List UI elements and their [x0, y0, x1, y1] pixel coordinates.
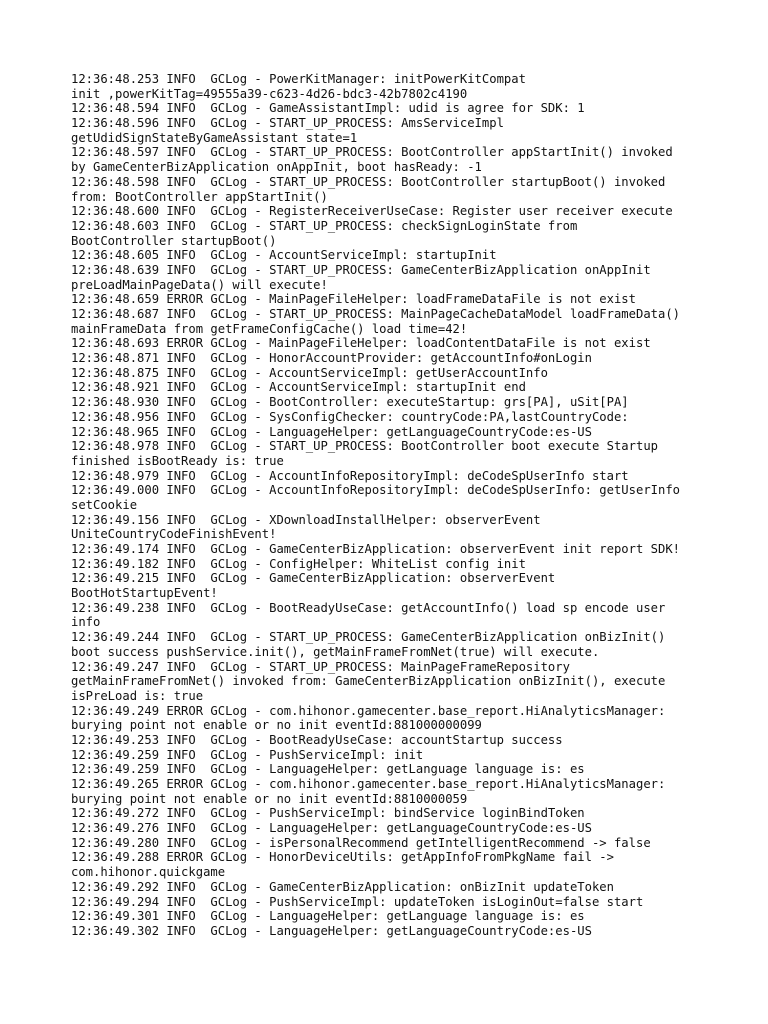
log-line: 12:36:48.921 INFO GCLog - AccountServiceImpl: startupInit end	[71, 380, 526, 395]
log-line: getUdidSignStateByGameAssistant state=1	[71, 130, 358, 145]
log-line: 12:36:49.288 ERROR GCLog - HonorDeviceUtils: getAppInfoFromPkgName fail ->	[71, 850, 614, 865]
log-text-block	[71, 72, 711, 939]
log-line: 12:36:49.280 INFO GCLog - isPersonalRecommend getIntelligentRecommend -> false	[71, 835, 651, 850]
log-line: 12:36:48.979 INFO GCLog - AccountInfoRepositoryImpl: deCodeSpUserInfo start	[71, 468, 629, 483]
log-line: 12:36:49.265 ERROR GCLog - com.hihonor.gamecenter.base_report.HiAnalyticsManager:	[71, 777, 666, 791]
log-line: from: BootController appStartInit()	[71, 189, 328, 204]
log-line: 12:36:48.597 INFO GCLog - START_UP_PROCESS: BootController appStartInit() invoked	[71, 145, 673, 160]
log-line: boot success pushService.init(), getMainFrameFromNet(true) will execute.	[71, 644, 600, 659]
log-line: 12:36:49.253 INFO GCLog - BootReadyUseCase: accountStartup success	[71, 732, 563, 747]
log-line: com.hihonor.quickgame	[71, 865, 226, 880]
log-line: UniteCountryCodeFinishEvent!	[71, 527, 277, 542]
log-line: 12:36:48.871 INFO GCLog - HonorAccountProvider: getAccountInfo#onLogin	[71, 351, 592, 366]
log-line: 12:36:48.253 INFO GCLog - PowerKitManager: initPowerKitCompat	[71, 72, 526, 86]
log-line: 12:36:48.875 INFO GCLog - AccountServiceImpl: getUserAccountInfo	[71, 365, 548, 380]
log-line: getMainFrameFromNet() invoked from: GameCenterBizApplication onBizInit(), execute	[71, 674, 666, 689]
log-line: 12:36:48.639 INFO GCLog - START_UP_PROCESS: GameCenterBizApplication onAppInit	[71, 262, 651, 277]
log-line: 12:36:48.598 INFO GCLog - START_UP_PROCESS: BootController startupBoot() invoked	[71, 174, 666, 189]
log-line: 12:36:48.600 INFO GCLog - RegisterReceiverUseCase: Register user receiver execute	[71, 204, 673, 219]
log-line: 12:36:49.182 INFO GCLog - ConfigHelper: WhiteList config init	[71, 556, 526, 571]
log-line: 12:36:49.259 INFO GCLog - PushServiceImpl: init	[71, 747, 424, 762]
log-line: preLoadMainPageData() will execute!	[71, 277, 328, 292]
log-line: 12:36:48.659 ERROR GCLog - MainPageFileHelper: loadFrameDataFile is not exist	[71, 292, 636, 307]
log-line: 12:36:48.687 INFO GCLog - START_UP_PROCESS: MainPageCacheDataModel loadFrameData()	[71, 307, 681, 321]
log-line: finished isBootReady is: true	[71, 453, 284, 468]
log-line: init ,powerKitTag=49555a39-c623-4d26-bdc3-42b7802c4190	[71, 86, 468, 101]
log-line: burying point not enable or no init eventId:881000000099	[71, 718, 482, 733]
log-line: BootHotStartupEvent!	[71, 586, 218, 601]
log-line: 12:36:49.247 INFO GCLog - START_UP_PROCESS: MainPageFrameRepository	[71, 659, 570, 674]
log-line: 12:36:49.292 INFO GCLog - GameCenterBizApplication: onBizInit updateToken	[71, 879, 614, 894]
log-line: 12:36:48.956 INFO GCLog - SysConfigChecker: countryCode:PA,lastCountryCode:	[71, 409, 629, 424]
log-line: BootController startupBoot()	[71, 233, 277, 248]
log-line: 12:36:49.259 INFO GCLog - LanguageHelper: getLanguage language is: es	[71, 762, 585, 777]
log-line: isPreLoad is: true	[71, 688, 204, 703]
log-line: 12:36:48.930 INFO GCLog - BootController: executeStartup: grs[PA], uSit[PA]	[71, 395, 629, 410]
log-line: 12:36:48.596 INFO GCLog - START_UP_PROCESS: AmsServiceImpl	[71, 116, 504, 131]
log-line: 12:36:49.174 INFO GCLog - GameCenterBizApplication: observerEvent init report SDK!	[71, 542, 681, 556]
log-line: 12:36:49.215 INFO GCLog - GameCenterBizApplication: observerEvent	[71, 571, 556, 586]
log-line: 12:36:49.238 INFO GCLog - BootReadyUseCase: getAccountInfo() load sp encode user	[71, 600, 666, 615]
log-line: 12:36:48.603 INFO GCLog - START_UP_PROCESS: checkSignLoginState from	[71, 218, 578, 233]
log-line: 12:36:49.000 INFO GCLog - AccountInfoRepositoryImpl: deCodeSpUserInfo: getUserInfo	[71, 483, 681, 498]
log-line: 12:36:49.276 INFO GCLog - LanguageHelper: getLanguageCountryCode:es-US	[71, 821, 592, 836]
log-line: 12:36:48.594 INFO GCLog - GameAssistantImpl: udid is agree for SDK: 1	[71, 101, 585, 116]
log-line: 12:36:49.156 INFO GCLog - XDownloadInstallHelper: observerEvent	[71, 512, 541, 527]
log-line: 12:36:49.249 ERROR GCLog - com.hihonor.gamecenter.base_report.HiAnalyticsManager:	[71, 703, 666, 718]
log-line: setCookie	[71, 497, 138, 512]
log-line: 12:36:48.965 INFO GCLog - LanguageHelper: getLanguageCountryCode:es-US	[71, 424, 592, 439]
log-line: burying point not enable or no init eventId:8810000059	[71, 791, 468, 806]
log-line: 12:36:48.693 ERROR GCLog - MainPageFileHelper: loadContentDataFile is not exist	[71, 336, 651, 351]
log-line: 12:36:49.302 INFO GCLog - LanguageHelper: getLanguageCountryCode:es-US	[71, 923, 592, 938]
log-line: info	[71, 615, 101, 630]
log-line: 12:36:48.978 INFO GCLog - START_UP_PROCESS: BootController boot execute Startup	[71, 439, 658, 454]
log-line: 12:36:49.272 INFO GCLog - PushServiceImpl: bindService loginBindToken	[71, 806, 585, 821]
log-line: 12:36:48.605 INFO GCLog - AccountServiceImpl: startupInit	[71, 248, 497, 263]
log-line: 12:36:49.301 INFO GCLog - LanguageHelper: getLanguage language is: es	[71, 909, 585, 924]
log-line: mainFrameData from getFrameConfigCache() load time=42!	[71, 321, 468, 336]
log-line: by GameCenterBizApplication onAppInit, boot hasReady: -1	[71, 160, 482, 175]
log-line: 12:36:49.244 INFO GCLog - START_UP_PROCESS: GameCenterBizApplication onBizInit()	[71, 630, 666, 645]
log-line: 12:36:49.294 INFO GCLog - PushServiceImpl: updateToken isLoginOut=false start	[71, 894, 644, 909]
